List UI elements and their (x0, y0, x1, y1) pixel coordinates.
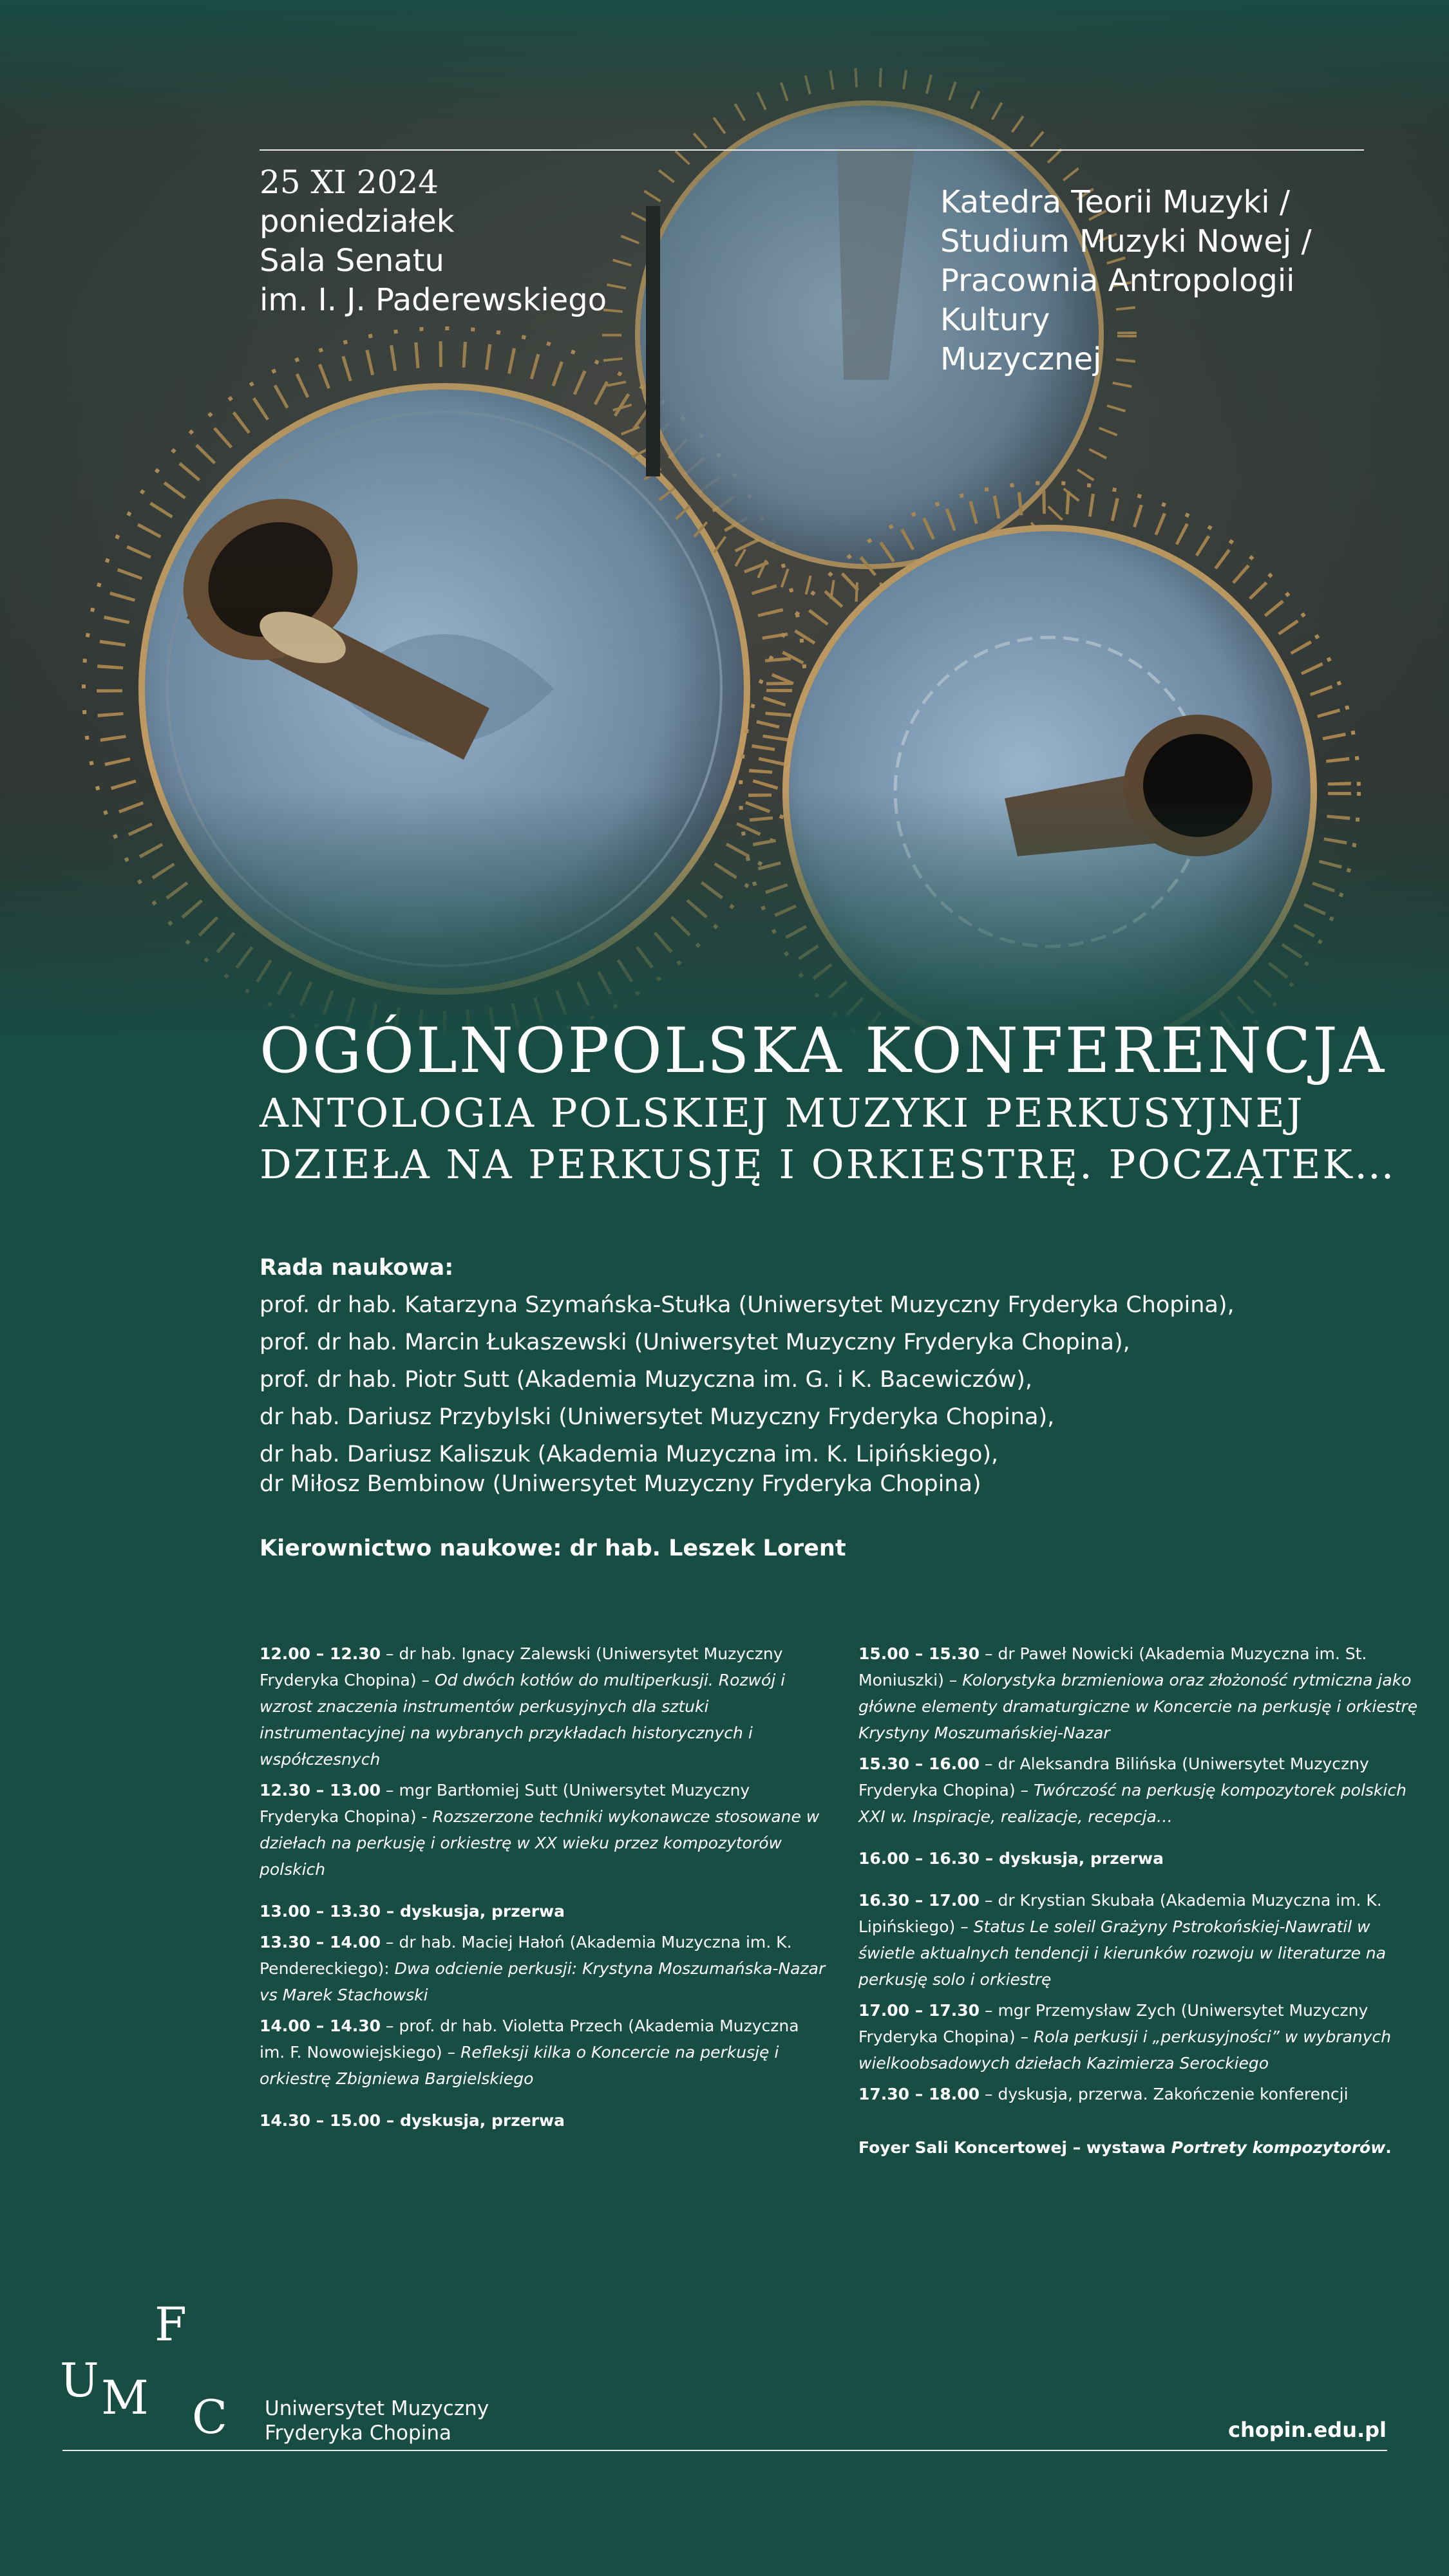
schedule-item: 17.00 – 17.30 – mgr Przemysław Zych (Uniwersytet Muzyczny Fryderyka Chopina) – Rola perkusji i „perkusyjności” w wybranych wielkoobsadowych dziełach Kazimierza Serockiego (858, 2001, 1392, 2073)
conference-title (260, 1014, 1419, 1190)
organizer-line: Muzycznej (940, 341, 1102, 377)
schedule-item: 12.00 – 12.30 – dr hab. Ignacy Zalewski (Uniwersytet Muzyczny Fryderyka Chopina) – Od dwóch kotłów do multiperkusji. Rozwój i wzrost znaczenia instrumentów perkusyjnych dla sztuki instrumentacyjnej na wybranych przykładach historycznych i współczesnych (260, 1644, 786, 1769)
council-member: prof. dr hab. Marcin Łukaszewski (Uniwersytet Muzyczny Fryderyka Chopina), (260, 1330, 1130, 1355)
event-venue: Sala Senatu (260, 243, 444, 279)
organizer-line: Studium Muzyki Nowej / (940, 223, 1312, 259)
schedule-item: 15.30 – 16.00 – dr Aleksandra Bilińska (Uniwersytet Muzyczny Fryderyka Chopina) – Twórczość na perkusję kompozytorek polskich XXI w. Inspiracje, realizacje, recepcja… (858, 1754, 1406, 1826)
university-name-line2: Fryderyka Chopina (265, 2421, 451, 2445)
top-rule (260, 149, 1364, 151)
council-member: dr Miłosz Bembinow (Uniwersytet Muzyczny Fryderyka Chopina) (260, 1471, 981, 1497)
schedule-item: 16.30 – 17.00 – dr Krystian Skubała (Akademia Muzyczna im. K. Lipińskiego) – Status Le soleil Grażyny Pstrokońskiej-Nawratil w świetle aktualnych tendencji i kierunków rozwoju w literaturze na perkusję solo i orkiestrę (858, 1891, 1387, 1989)
council-member: prof. dr hab. Piotr Sutt (Akademia Muzyczna im. G. i K. Bacewiczów), (260, 1367, 1032, 1393)
event-venue-name: im. I. J. Paderewskiego (260, 282, 607, 318)
schedule-right (858, 1641, 1425, 2161)
university-name (265, 2396, 489, 2445)
schedule-item: 13.30 – 14.00 – dr hab. Maciej Hałoń (Akademia Muzyczna im. K. Pendereckiego): Dwa odcienie perkusji: Krystyna Moszumańska-Nazar vs Marek Stachowski (260, 1933, 826, 2004)
schedule-item: 17.30 – 18.00 – dyskusja, przerwa. Zakończenie konferencji (858, 2085, 1349, 2103)
organizer-line: Pracownia Antropologii Kultury (940, 263, 1295, 338)
title-main: OGÓLNOPOLSKA KONFERENCJA (260, 1015, 1387, 1087)
bottom-rule (62, 2450, 1387, 2451)
logo-letter-m: M (101, 2371, 149, 2425)
university-name-line1: Uniwersytet Muzyczny (265, 2397, 489, 2420)
council-member: prof. dr hab. Katarzyna Szymańska-Stułka (Uniwersytet Muzyczny Fryderyka Chopina), (260, 1292, 1235, 1318)
title-sub-2: DZIEŁA NA PERKUSJĘ I ORKIESTRĘ. POCZĄTEK… (260, 1141, 1396, 1188)
schedule-item: 16.00 – 16.30 – dyskusja, przerwa (858, 1849, 1164, 1868)
foyer-exhibition: Foyer Sali Koncertowej – wystawa Portrety kompozytorów. (858, 2138, 1392, 2157)
logo-letter-u: U (60, 2353, 99, 2407)
schedule-item: 14.00 – 14.30 – prof. dr hab. Violetta Przech (Akademia Muzyczna im. F. Nowowiejskiego) – Refleksji kilka o Koncercie na perkusję i orkiestrę Zbigniewa Bargielskiego (260, 2017, 799, 2088)
drums-photo (0, 0, 1449, 1095)
event-date: 25 XI 2024 (260, 164, 439, 201)
schedule-left (260, 1641, 826, 2138)
website-link[interactable]: chopin.edu.pl (1228, 2418, 1387, 2442)
event-weekday: poniedziałek (260, 203, 455, 240)
logo-letter-c: C (192, 2390, 228, 2444)
organizers (940, 183, 1391, 379)
schedule-item: 13.00 – 13.30 – dyskusja, przerwa (260, 1902, 565, 1921)
scientific-head: Kierownictwo naukowe: dr hab. Leszek Lorent (260, 1536, 846, 1561)
logo-letter-f: F (155, 2297, 187, 2351)
council-member: dr hab. Dariusz Przybylski (Uniwersytet Muzyczny Fryderyka Chopina), (260, 1404, 1055, 1430)
scientific-council (260, 1249, 1419, 1503)
schedule-item: 15.00 – 15.30 – dr Paweł Nowicki (Akademia Muzyczna im. St. Moniuszki) – Kolorystyka brzmieniowa oraz złożoność rytmiczna jako główne elementy dramaturgiczne w Koncercie na perkusję i orkiestrę Krystyny Moszumańskiej-Nazar (858, 1644, 1418, 1742)
title-sub-1: ANTOLOGIA POLSKIEJ MUZYKI PERKUSYJNEJ (260, 1089, 1305, 1136)
event-info (260, 163, 607, 320)
council-label: Rada naukowa: (260, 1255, 454, 1281)
council-member: dr hab. Dariusz Kaliszuk (Akademia Muzyczna im. K. Lipińskiego), (260, 1442, 999, 1467)
schedule-item: 14.30 – 15.00 – dyskusja, przerwa (260, 2111, 565, 2130)
schedule-item: 12.30 – 13.00 – mgr Bartłomiej Sutt (Uniwersytet Muzyczny Fryderyka Chopina) - Rozszerzone techniki wykonawcze stosowane w dziełach na perkusję i orkiestrę w XX wieku przez kompozytorów polskich (260, 1781, 820, 1879)
organizer-line: Katedra Teorii Muzyki / (940, 184, 1290, 220)
